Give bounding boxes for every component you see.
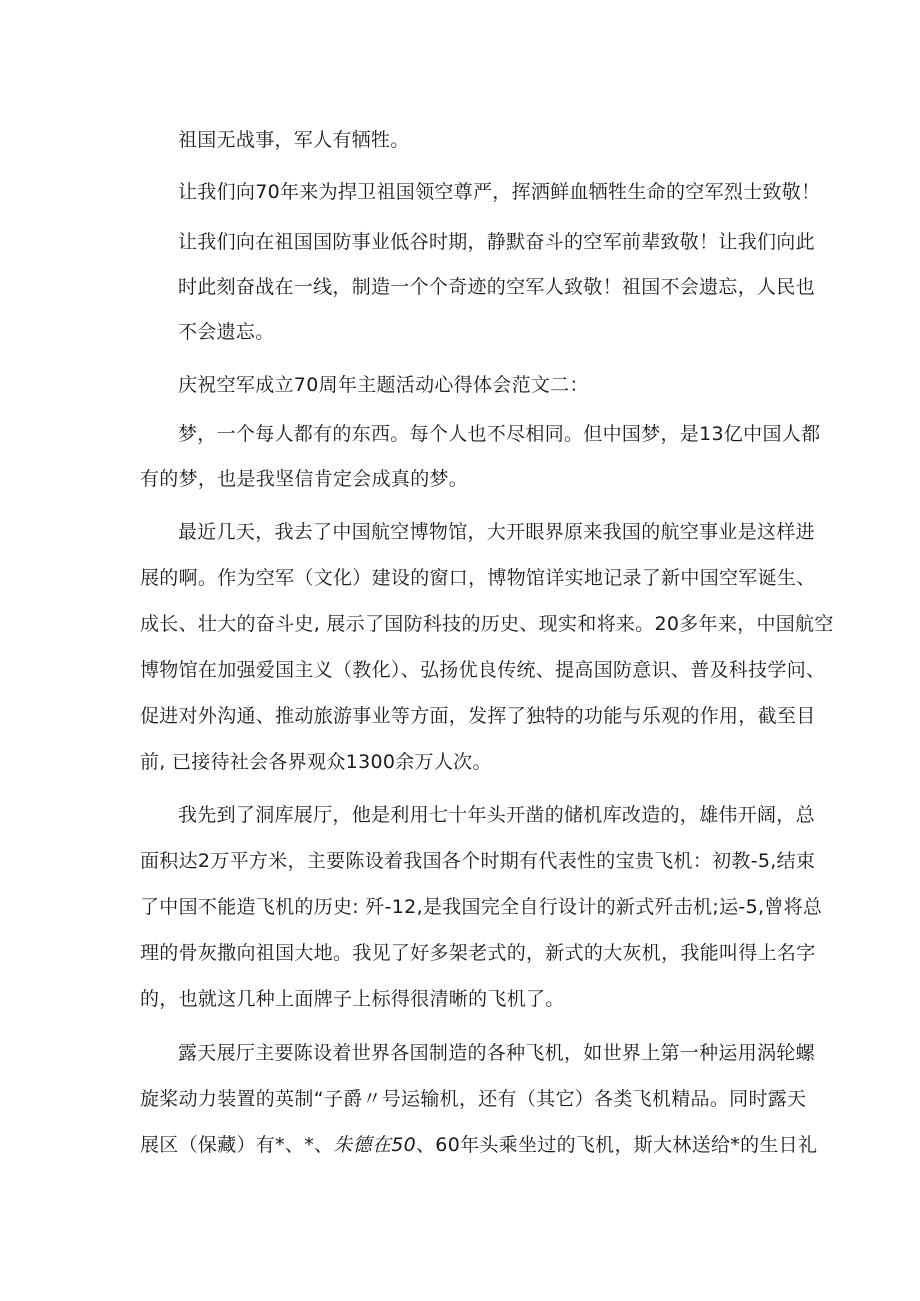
text-line: 面积达2万平方米，主要陈设着我国各个时期有代表性的宝贵飞机：初教-5,结束: [140, 850, 816, 872]
text-line-last: [140, 1133, 817, 1157]
text-line: 旋桨动力装置的英制“子爵〃号运输机，还有（其它）各类飞机精品。同时露天: [140, 1088, 807, 1110]
text-line: 让我们向70年来为捍卫祖国领空尊严，挥洒鲜血牺牲生命的空军烈士致敬！: [178, 181, 821, 203]
text-run: 展区（保藏）有*、*、: [140, 1134, 334, 1156]
text-line: 最近几天，我去了中国航空博物馆，大开眼界原来我国的航空事业是这样进: [178, 521, 815, 543]
text-line: 博物馆在加强爱国主义（教化）、弘扬优良传统、提高国防意识、普及科技学问、: [140, 659, 826, 681]
text-line: 祖国无战事，军人有牺牲。: [178, 129, 410, 151]
text-line: 促进对外沟通、推动旅游事业等方面，发挥了独特的功能与乐观的作用，截至目: [140, 705, 816, 727]
text-line: 不会遗忘。: [178, 321, 275, 343]
text-line: 让我们向在祖国国防事业低谷时期，静默奋斗的空军前辈致敬！让我们向此: [178, 231, 815, 253]
text-line: 时此刻奋战在一线，制造一个个奇迹的空军人致敬！祖国不会遗忘，人民也: [178, 276, 815, 298]
text-run: 、60年头乘坐过的飞机，斯大林送给*的生日礼: [416, 1134, 818, 1156]
text-line: 梦，一个每人都有的东西。每个人也不尽相同。但中国梦，是13亿中国人都: [178, 423, 821, 445]
text-line: 有的梦，也是我坚信肯定会成真的梦。: [140, 468, 469, 490]
text-line: 露天展厅主要陈设着世界各国制造的各种飞机，如世界上第一种运用涡轮螺: [178, 1042, 815, 1064]
text-line: 理的骨灰撒向祖国大地。我见了好多架老式的，新式的大灰机，我能叫得上名字: [140, 942, 816, 964]
text-line: 的，也就这几种上面牌子上标得很清晰的飞机了。: [140, 988, 565, 1010]
text-line: 成长、壮大的奋斗史, 展示了国防科技的历史、现实和将来。20多年来，中国航空: [140, 613, 834, 635]
text-line: 我先到了洞库展厅，他是利用七十年头开凿的储机库改造的，雄伟开阔，总: [178, 804, 815, 826]
text-line: 了中国不能造飞机的历史: 歼-12,是我国完全自行设计的新式歼击机;运-5,曾将总: [140, 896, 823, 918]
section-heading: 庆祝空军成立70周年主题活动心得体会范文二：: [178, 374, 589, 396]
italic-text-run: 朱德在50: [333, 1134, 416, 1156]
text-line: 前, 已接待社会各界观众1300余万人次。: [140, 751, 492, 773]
text-line: 展的啊。作为空军（文化）建设的窗口，博物馆详实地记录了新中国空军诞生、: [140, 567, 816, 589]
